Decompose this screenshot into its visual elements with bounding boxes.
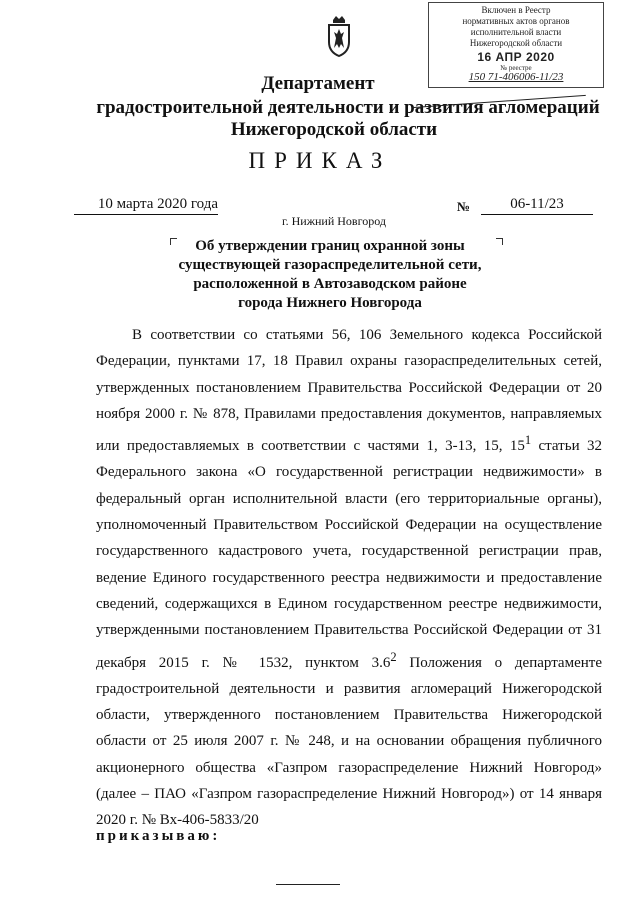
subject-line-2: существующей газораспределительной сети,: [178, 257, 482, 273]
document-type-heading: ПРИКАЗ: [248, 148, 392, 173]
preamble-text-3: Положения о департаменте градостроительной деятельности и развития агломераций Нижегородской области, утвержденного постановлением Правительства Нижегородской области от 25 июля 2007 г. № 248, и на основании обращения публичного акционерного общества «Газпром газораспределение Нижний Новгород» (далее – ПАО «Газпром газораспределение Нижний Новгород») от 14 января 2020 г. № Вх-406-5833/20: [96, 654, 602, 829]
department-title-line-2: градостроительной деятельности и развития агломераций: [96, 97, 600, 118]
stamp-small-label: № реестре: [500, 64, 532, 72]
document-date: 10 марта 2020 года: [74, 196, 218, 215]
city-label: г. Нижний Новгород: [282, 214, 386, 228]
stamp-line-4: Нижегородской области: [469, 38, 563, 48]
stamp-line-3: исполнительной власти: [470, 27, 562, 37]
preamble-sup-1: 1: [524, 433, 532, 448]
subject-line-1: Об утверждении границ охранной зоны: [195, 238, 465, 254]
document-number: 06-11/23: [481, 196, 593, 215]
subject-line-4: города Нижнего Новгорода: [238, 295, 422, 311]
stamp-registration-number: 150 71-406006-11/23: [468, 71, 564, 83]
coat-of-arms-emblem: [324, 14, 354, 58]
document-subject: [150, 237, 510, 313]
preamble-sup-2: 2: [390, 649, 397, 664]
order-keyword: приказываю:: [96, 828, 221, 844]
preamble-body: [96, 322, 602, 834]
stamp-line-1: Включен в Реестр: [481, 5, 551, 15]
stamp-line-2: нормативных актов органов: [462, 16, 570, 26]
subject-line-3: расположенной в Автозаводском районе: [193, 276, 467, 292]
number-label: №: [457, 199, 471, 214]
department-title-line-1: Департамент: [261, 73, 375, 94]
footer-rule: [276, 884, 340, 885]
department-title-line-3: Нижегородской области: [230, 119, 438, 140]
stamp-date: 16 АПР 2020: [477, 50, 555, 64]
preamble-text-2: статьи 32 Федерального закона «О государственной регистрации недвижимости» в федеральный орган исполнительной власти (его территориальные органы), уполномоченный Правительством Российской Федерации на осуществление государственного кадастрового учета, государственной регистрации прав, ведение Единого государственного реестра недвижимости и предоставление сведений, содержащихся в Едином государственном реестре недвижимости, утвержденными постановлением Правительства Российской Федерации от 31 декабря 2015 г. № 1532, пунктом 3.6: [96, 438, 602, 671]
preamble-text-1: В соответствии со статьями 56, 106 Земельного кодекса Российской Федерации, пунктами 17, 18 Правил охраны газораспределительных сетей, утвержденных постановлением Правительства Российской Федерации от 20 ноября 2000 г. № 878, Правилами предоставления документов, направляемых или предоставляемых в соответствии с частями 1, 3-13, 15, 15: [96, 327, 602, 455]
preamble-paragraph: [96, 322, 602, 834]
